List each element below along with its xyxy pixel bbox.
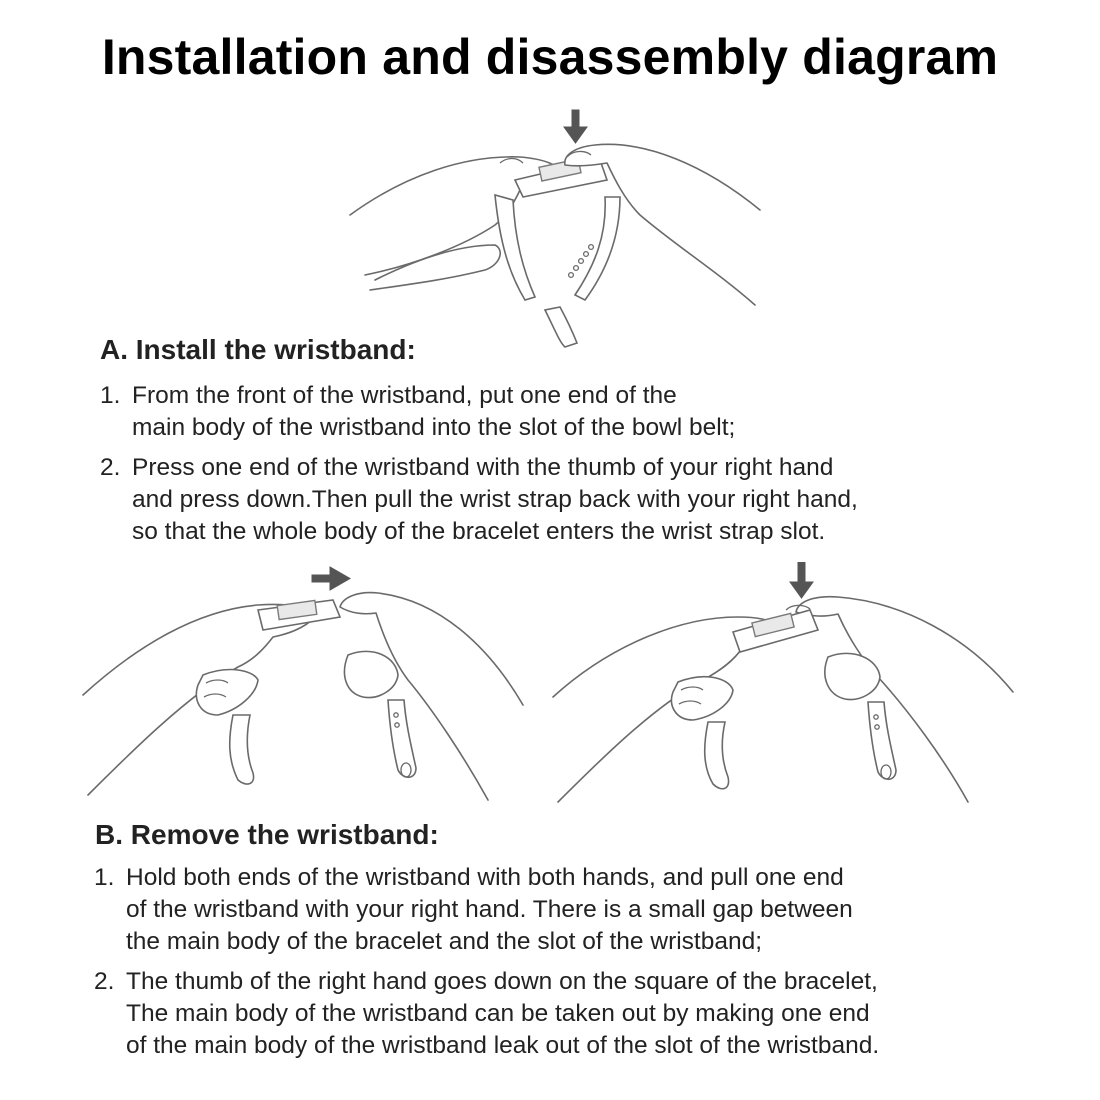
step-number: 2.: [100, 454, 121, 481]
step-number: 2.: [94, 968, 115, 995]
list-item: [94, 862, 879, 958]
install-illustration: [345, 105, 765, 350]
down-arrow-icon: [564, 110, 587, 143]
step-line: of the wristband with your right hand. There is a small gap between: [126, 896, 853, 923]
section-b-steps: [94, 862, 879, 1070]
section-b-heading: B. Remove the wristband:: [95, 819, 439, 850]
step-number: 1.: [94, 864, 115, 891]
step-line: From the front of the wristband, put one end of the: [132, 382, 677, 409]
down-arrow-icon: [790, 562, 813, 598]
list-item: [94, 966, 879, 1062]
list-item: [100, 380, 858, 444]
right-arrow-icon: [312, 567, 350, 590]
list-item: [100, 452, 858, 548]
step-line: main body of the wristband into the slot of the bowl belt;: [132, 414, 736, 441]
section-a-steps: [100, 380, 858, 556]
step-line: and press down.Then pull the wrist strap back with your right hand,: [132, 486, 858, 513]
remove-pull-illustration: [78, 565, 528, 805]
step-line: Hold both ends of the wristband with both hands, and pull one end: [126, 864, 844, 891]
step-line: The thumb of the right hand goes down on the square of the bracelet,: [126, 968, 878, 995]
step-line: of the main body of the wristband leak out of the slot of the wristband.: [126, 1032, 880, 1059]
step-line: so that the whole body of the bracelet enters the wrist strap slot.: [132, 518, 826, 545]
section-a-heading: A. Install the wristband:: [100, 334, 416, 365]
page-title: Installation and disassembly diagram: [101, 29, 999, 85]
step-number: 1.: [100, 382, 121, 409]
step-line: Press one end of the wristband with the thumb of your right hand: [132, 454, 834, 481]
step-line: the main body of the bracelet and the slot of the wristband;: [126, 928, 763, 955]
remove-press-illustration: [548, 562, 1018, 807]
step-line: The main body of the wristband can be taken out by making one end: [126, 1000, 870, 1027]
